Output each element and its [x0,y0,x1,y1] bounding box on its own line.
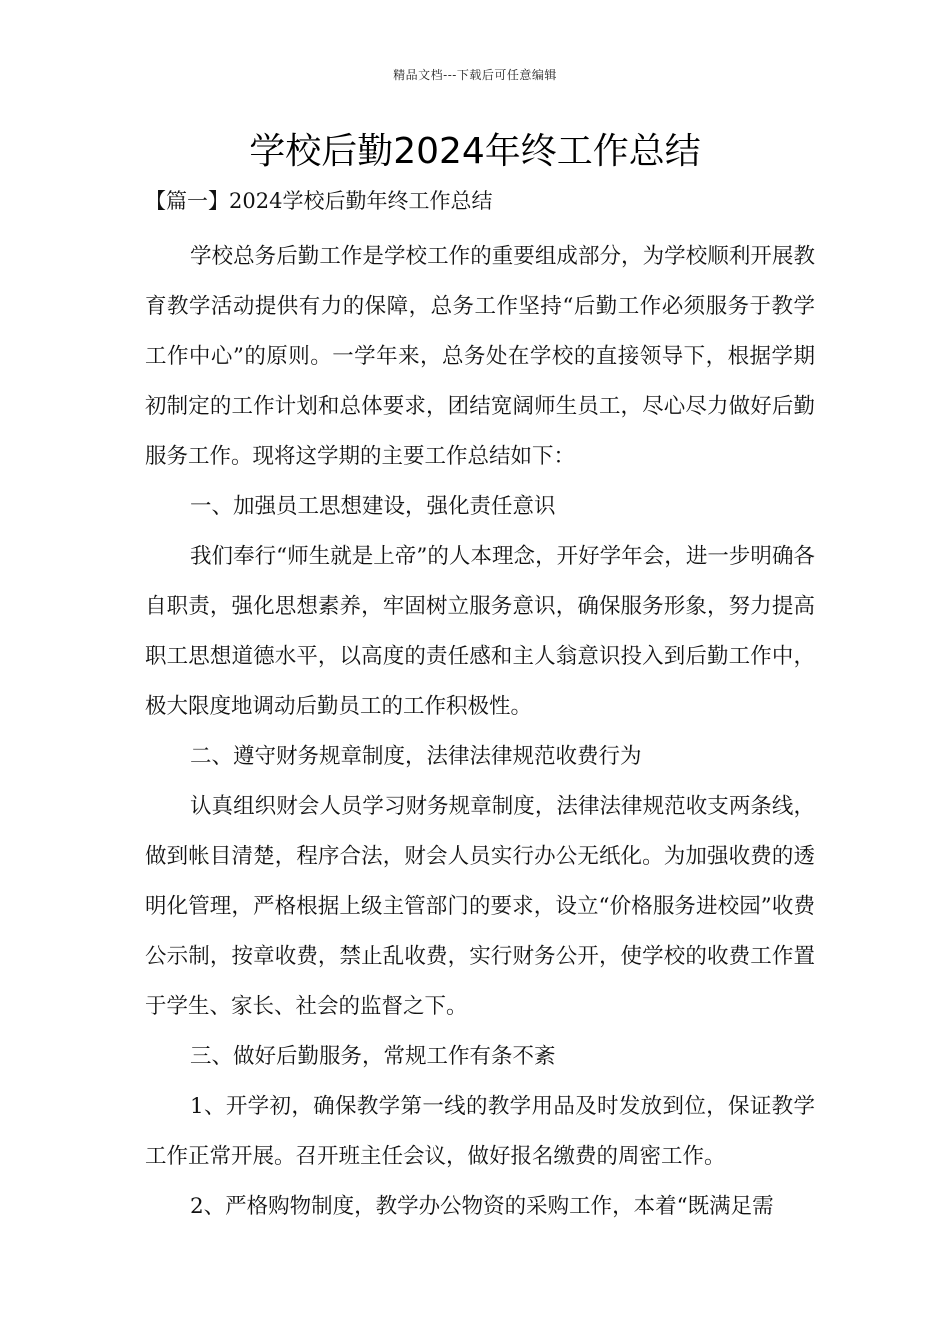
paragraph-section-1: 我们奉行“师生就是上帝”的人本理念，开好学年会，进一步明确各自职责，强化思想素养，牢固树立服务意识，确保服务形象，努力提高职工思想道德水平，以高度的责任感和主人翁意识投入到后勤工作中，极大限度地调动后勤员工的工作积极性。 [145,544,815,719]
paragraph-section-2: 认真组织财会人员学习财务规章制度，法律法律规范收支两条线，做到帐目清楚，程序合法，财会人员实行办公无纸化。为加强收费的透明化管理，严格根据上级主管部门的要求，设立“价格服务进校园”收费公示制，按章收费，禁止乱收费，实行财务公开，使学校的收费工作置于学生、家长、社会的监督之下。 [145,794,815,1019]
paragraph-item-1: 1、开学初，确保教学第一线的教学用品及时发放到位，保证教学工作正常开展。召开班主任会议，做好报名缴费的周密工作。 [145,1094,815,1169]
section-subtitle: 【篇一】2024学校后勤年终工作总结 [145,189,493,213]
paragraph-intro: 学校总务后勤工作是学校工作的重要组成部分，为学校顺利开展教育教学活动提供有力的保障，总务工作坚持“后勤工作必须服务于教学工作中心”的原则。一学年来，总务处在学校的直接领导下，根据学期初制定的工作计划和总体要求，团结宽阔师生员工，尽心尽力做好后勤服务工作。现将这学期的主要工作总结如下： [145,244,815,469]
section-heading-2: 二、遵守财务规章制度，法律法律规范收费行为 [190,744,642,769]
section-heading-1: 一、加强员工思想建设，强化责任意识 [190,494,556,519]
paragraph-item-2: 2、严格购物制度，教学办公物资的采购工作，本着“既满足需 [190,1194,774,1219]
document-title: 学校后勤2024年终工作总结 [249,131,701,172]
document-body [145,232,815,1232]
section-heading-3: 三、做好后勤服务，常规工作有条不紊 [190,1044,556,1069]
header-note: 精品文档---下载后可任意编辑 [393,68,557,82]
